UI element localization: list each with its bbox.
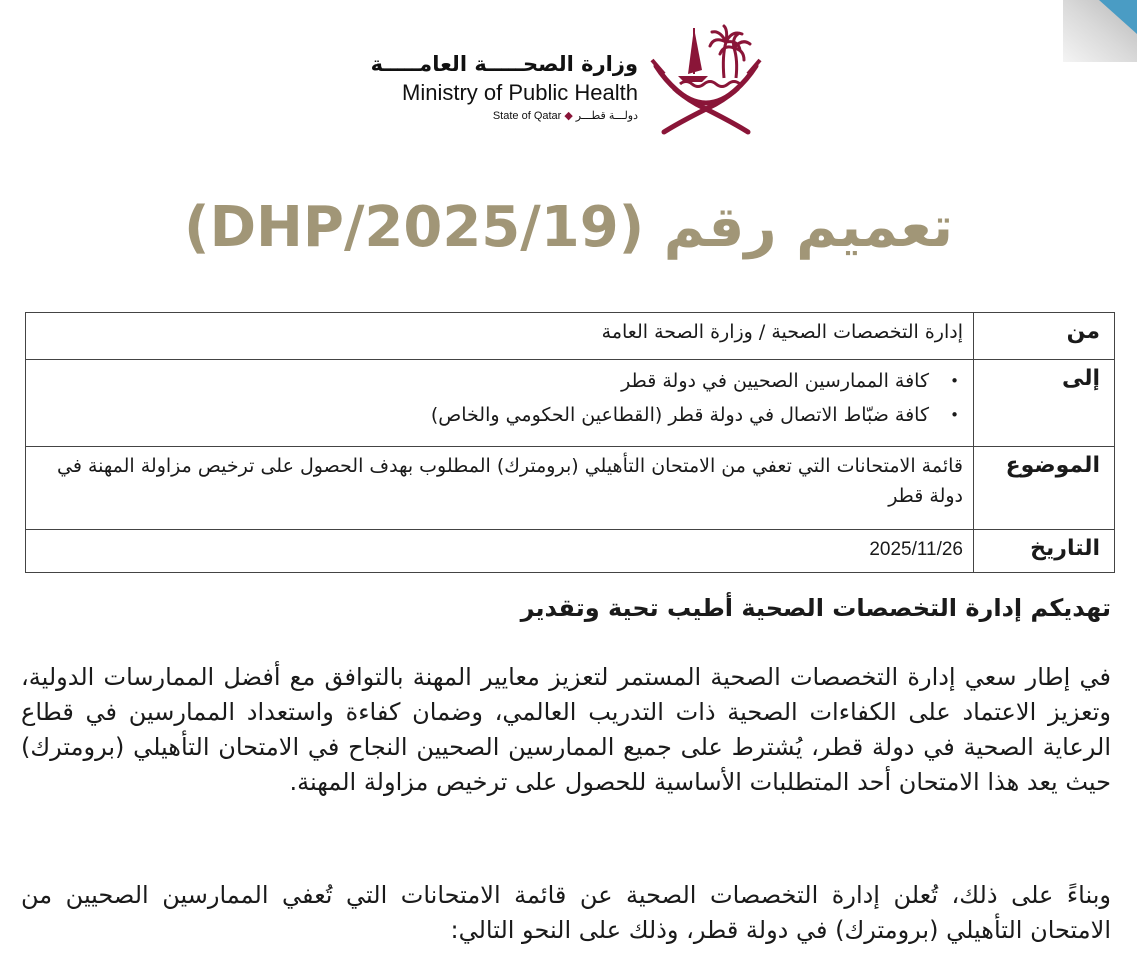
subject-value: قائمة الامتحانات التي تعفي من الامتحان التأهيلي (برومترك) المطلوب بهدف الحصول على ترخيص مزاولة المهنة في دولة قطر [26,447,974,530]
to-value [26,360,974,447]
state-of-qatar-line [366,108,638,124]
circular-title: تعميم رقم (DHP/2025/19) [183,195,954,260]
table-row-subject [26,447,1115,530]
circular-info-table [25,312,1115,573]
ministry-name-block [366,50,638,124]
body-paragraph-1: في إطار سعي إدارة التخصصات الصحية المستمر لتعزيز معايير المهنة بالتوافق مع أفضل الممارسات الدولية، وتعزيز الاعتماد على الكفاءات الصحية ذات التدريب العالمي، وضمان كفاءة واستعداد الممارسين في قطاع الرعاية الصحية في دولة قطر، يُشترط على جميع الممارسين الصحيين النجاح في الامتحان التأهيلي (برومترك) حيث يعد هذا الامتحان أحد المتطلبات الأساسية للحصول على ترخيص مزاولة المهنة. [21,663,1111,796]
table-row-from [26,313,1115,360]
separator-dot-icon: ◆ [564,110,573,122]
qatar-state-emblem-icon [644,14,768,138]
list-item: • كافة ضبّاط الاتصال في دولة قطر (القطاعين الحكومي والخاص) [36,398,963,432]
to-label: إلى [974,360,1115,447]
state-name-arabic: دولـــة قطـــر [575,110,638,122]
state-name-english: State of Qatar [492,110,562,122]
table-row-to [26,360,1115,447]
date-label: التاريخ [974,530,1115,573]
table-row-date [26,530,1115,573]
from-value: إدارة التخصصات الصحية / وزارة الصحة العامة [26,313,974,360]
body-paragraph-2: وبناءً على ذلك، تُعلن إدارة التخصصات الصحية عن قائمة الامتحانات التي تُعفي الممارسين الصحيين من الامتحان التأهيلي (برومترك) في دولة قطر، وذلك على النحو التالي: [21,881,1111,944]
date-value [26,530,974,573]
list-item: • كافة الممارسين الصحيين في دولة قطر [36,364,963,398]
recipients-list [36,364,963,432]
page-corner-fold [1059,0,1137,62]
subject-label: الموضوع [974,447,1115,530]
from-label: من [974,313,1115,360]
date-text: 2025/11/26 [869,539,963,560]
greeting-line: تهديكم إدارة التخصصات الصحية أطيب تحية وتقدير [520,594,1111,622]
ministry-name-arabic: وزارة الصحـــــة العامـــــة [370,52,638,76]
ministry-name-english: Ministry of Public Health [402,80,638,105]
ministry-logo [366,14,766,144]
